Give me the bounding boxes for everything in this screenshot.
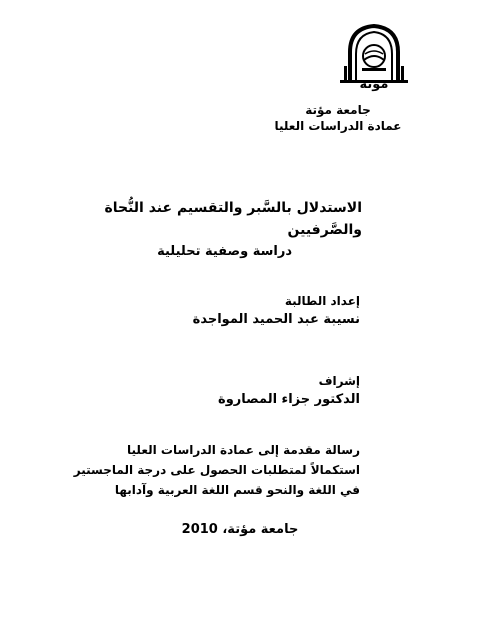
logo-wordmark: مؤتة <box>359 77 389 92</box>
prepared-by-label: إعداد الطالبة <box>284 294 360 308</box>
university-name: جامعة مؤتة <box>305 103 371 117</box>
thesis-title <box>40 197 362 263</box>
supervision-block <box>40 372 360 410</box>
title-line-1: الاستدلال بالسَّبر والتقسيم عند النُّحاة والصَّرفيين <box>104 200 362 238</box>
footer-place-year: جامعة مؤتة، 2010 <box>181 522 299 537</box>
supervisor-name: الدكتور جزاء المصاروة <box>218 392 360 407</box>
title-line-2: دراسة وصفية تحليلية <box>157 244 292 259</box>
thesis-statement <box>40 440 360 500</box>
thesis-line-1: رسالة مقدمة إلى عمادة الدراسات العليا <box>127 443 360 457</box>
deanship-name: عمادة الدراسات العليا <box>274 119 402 133</box>
thesis-line-3: في اللغة والنحو قسم اللغة العربية وآدابها <box>114 483 360 497</box>
thesis-line-2: استكمالاً لمتطلبات الحصول على درجة الماجستير <box>73 463 360 477</box>
university-seal-icon <box>336 22 412 92</box>
prepared-by-block <box>40 292 360 330</box>
student-name: نسيبة عبد الحميد المواجدة <box>192 312 360 327</box>
university-header <box>258 102 418 134</box>
supervision-label: إشراف <box>318 374 360 388</box>
